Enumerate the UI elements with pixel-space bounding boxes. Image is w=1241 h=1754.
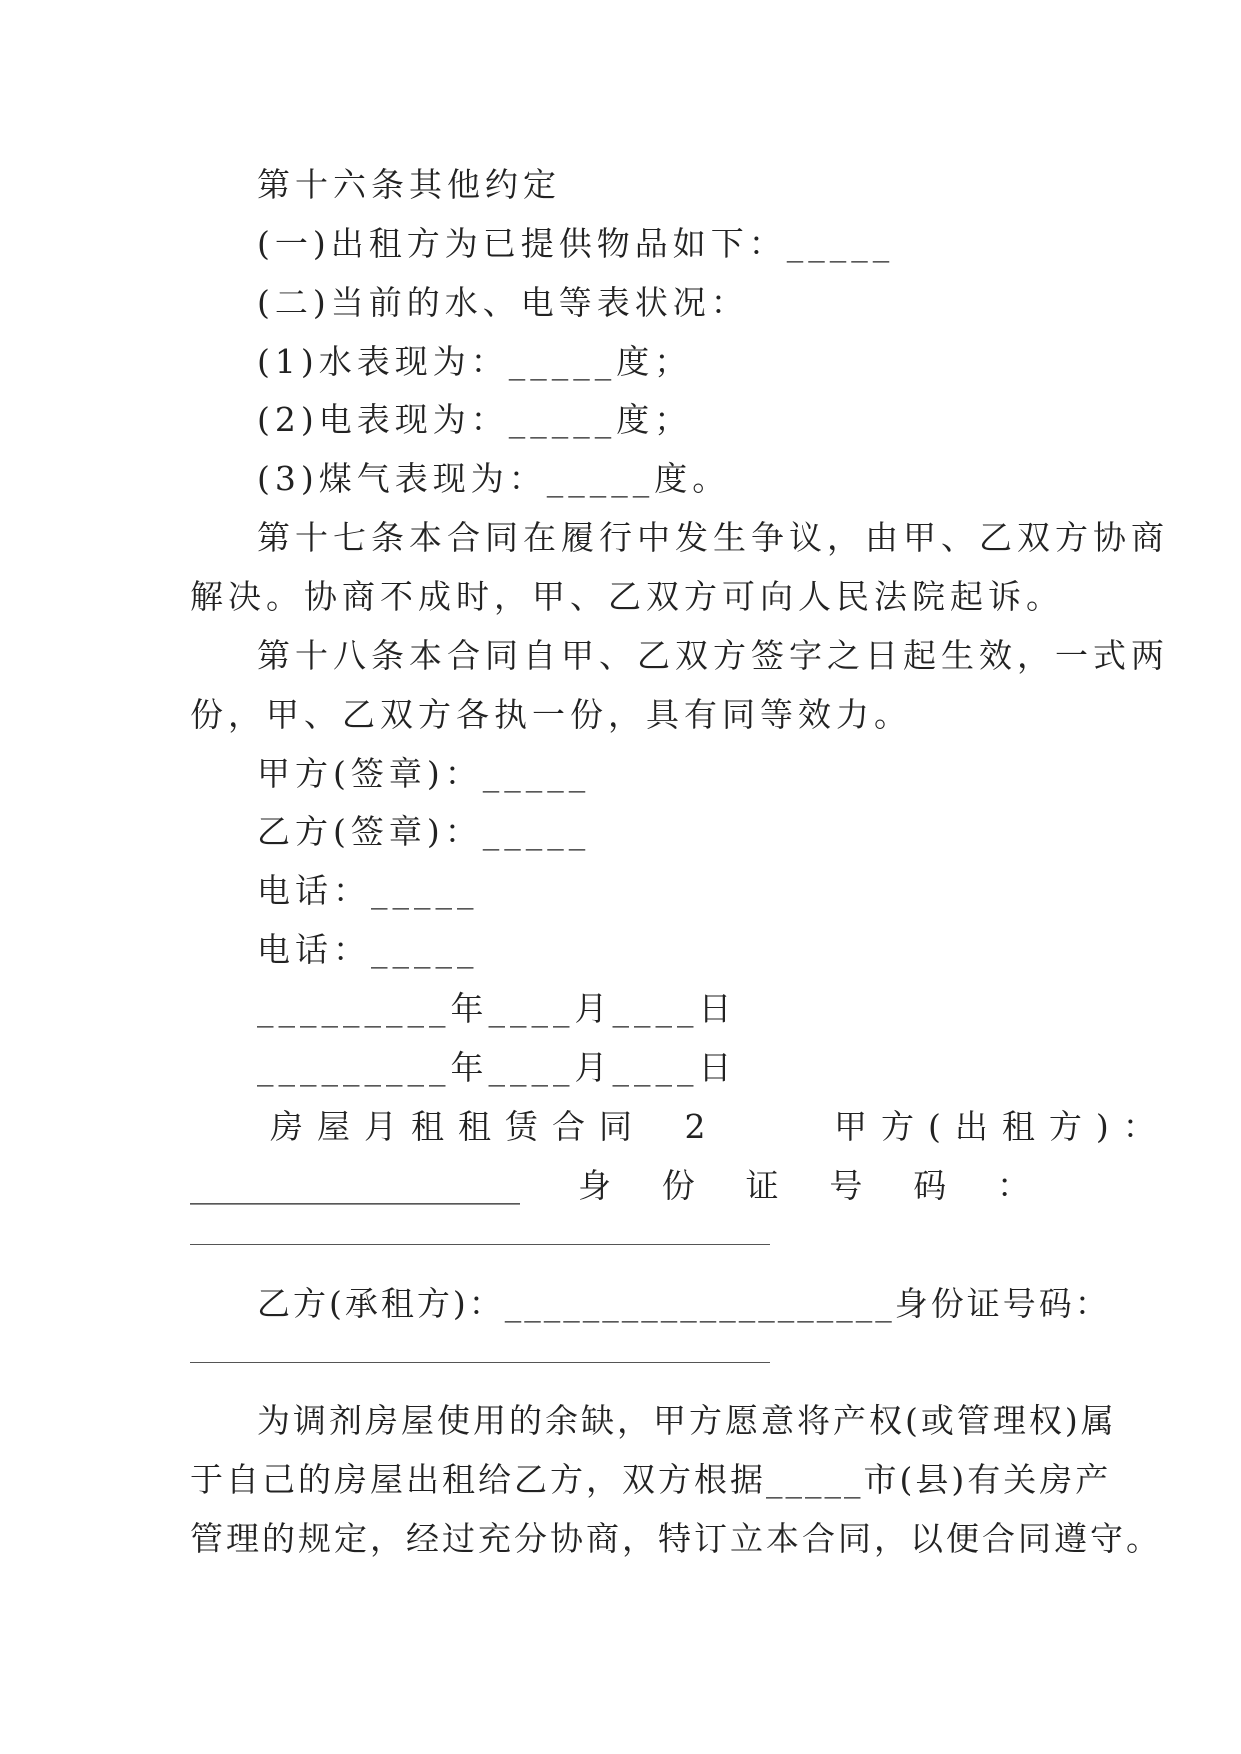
provided-items-line: (一)出租方为已提供物品如下：_____ (257, 224, 895, 263)
intro-line-3: 管理的规定，经过充分协商，特订立本合同，以便合同遵守。 (190, 1519, 1162, 1558)
meters-status-line: (二)当前的水、电等表状况： (257, 283, 749, 322)
id-label-char: 号 (829, 1166, 863, 1205)
id-label-char: ： (996, 1166, 1030, 1205)
party-a-label: 甲方(出租方)： (834, 1107, 1170, 1146)
article-18-line-2: 份，甲、乙双方各执一份，具有同等效力。 (190, 695, 912, 734)
gas-meter-line: (3)煤气表现为：_____度。 (257, 459, 731, 498)
id-label-char: 身 (578, 1166, 611, 1205)
id-label-char: 份 (661, 1166, 695, 1205)
phone-line-2: 电话：_____ (257, 930, 479, 969)
article-18-line-1: 第十八条本合同自甲、乙双方签字之日起生效，一式两 (257, 636, 1169, 675)
electric-meter-line: (2)电表现为：_____度； (257, 400, 693, 439)
party-b-signature-line: 乙方(签章)：_____ (257, 812, 591, 851)
party-a-name-blank: ____________________ (190, 1166, 520, 1205)
party-b-line: 乙方(承租方)：____________________身份证号码： (257, 1284, 1111, 1323)
party-a-signature-line: 甲方(签章)：_____ (257, 754, 591, 793)
party-a-id-label (578, 1166, 1030, 1206)
party-a-id-underline (190, 1244, 770, 1245)
date-line-2: _________年____月____日 (257, 1048, 737, 1087)
contract-number: 2 (684, 1107, 720, 1146)
date-line-1: _________年____月____日 (257, 989, 737, 1028)
intro-line-1: 为调剂房屋使用的余缺，甲方愿意将产权(或管理权)属 (257, 1401, 1117, 1440)
article-17-line-1: 第十七条本合同在履行中发生争议，由甲、乙双方协商 (257, 518, 1169, 557)
water-meter-line: (1)水表现为：_____度； (257, 342, 693, 381)
contract-title: 房屋月租租赁合同 (270, 1107, 646, 1146)
phone-line-1: 电话：_____ (257, 871, 479, 910)
id-label-char: 码 (913, 1166, 947, 1205)
id-label-char: 证 (745, 1166, 779, 1205)
intro-line-2: 于自己的房屋出租给乙方，双方根据_____市(县)有关房产 (190, 1460, 1112, 1499)
party-b-id-underline (190, 1362, 770, 1363)
contract-heading-line (270, 1107, 1170, 1147)
article-17-line-2: 解决。协商不成时，甲、乙双方可向人民法院起诉。 (190, 577, 1064, 616)
article-16-title: 第十六条其他约定 (257, 165, 561, 204)
